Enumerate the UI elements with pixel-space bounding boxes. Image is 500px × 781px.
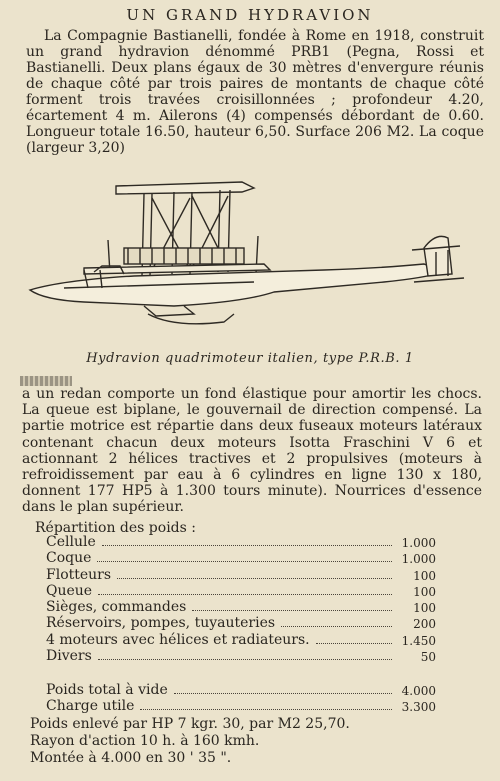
dot-leader [281,622,392,627]
dot-leader [140,705,392,710]
dot-leader [174,689,392,694]
dot-leader [98,655,392,660]
weights-header: Répartition des poids : [35,520,196,536]
weight-row [0,648,500,664]
weight-row [0,599,500,615]
weight-value: 100 [413,584,436,599]
body-paragraph: a un redan comporte un fond élastique pour amortir les chocs. La queue est biplane, le gouvernail de direction compensé. La partie motrice est répartie dans deux fuseaux moteurs latéraux contenant chacun deux moteurs Isotta Fraschini V 6 et actionnant 2 hélices tractives et 2 propulsives (moteurs à refroidissement par eau à 6 cylindres en ligne 130 x 180, donnent 177 HP5 à 1.300 tours minute). Nourrices d'essence dans le plan supérieur. [22,386,482,516]
weight-value: 50 [420,650,436,665]
weight-label: Poids total à vide [46,682,168,698]
seaplane-illustration [24,178,484,348]
weight-label: Charge utile [46,698,135,715]
footer-line-2: Rayon d'action 10 h. à 160 kmh. [30,733,260,749]
dot-leader [102,541,392,546]
weights-table [0,534,500,664]
weight-value: 100 [413,568,436,583]
dot-leader [117,574,392,579]
weight-label: 4 moteurs avec hélices et radiateurs. [46,631,310,648]
weight-value: 100 [413,601,436,616]
dot-leader [192,606,392,611]
total-row [0,698,500,714]
weight-row [0,615,500,631]
dot-leader [97,557,392,562]
article-title: UN GRAND HYDRAVION [126,6,374,24]
footer-line-3: Montée à 4.000 en 30 ' 35 ". [30,750,232,766]
weight-row [0,534,500,550]
weight-value: 1.000 [401,536,436,550]
weight-row [0,583,500,599]
weight-row [0,632,500,648]
weight-label: Queue [46,582,93,599]
weight-label: Flotteurs [46,566,112,583]
weight-label: Divers [46,648,92,665]
total-row [0,682,500,698]
weight-value: 1.450 [401,633,436,648]
weight-value: 1.000 [401,552,436,567]
weight-value: 3.300 [401,700,436,715]
weight-label: Réservoirs, pompes, tuyauteries [46,615,276,632]
intro-paragraph: La Compagnie Bastianelli, fondée à Rome en 1918, construit un grand hydravion dénommé PRB1 (Pegna, Rossi et Bastianelli. Deux plans égaux de 30 mètres d'envergure réunis de chaque côté par trois paires de montants de chaque côté forment trois travées croisillonnées ; profondeur 4.20, écartement 4 m. Ailerons (4) compensés débordant de 0.60. Longueur totale 16.50, hauteur 6,50. Surface 206 M2. La coque (largeur 3,20) [26,28,484,156]
weight-value: 4.000 [401,684,436,698]
weight-label: Coque [46,550,92,567]
dot-leader [98,590,392,595]
totals-table [0,682,500,715]
weight-row [0,567,500,583]
weight-row [0,550,500,566]
weight-label: Sièges, commandes [46,599,187,616]
dot-leader [316,639,392,644]
library-stamp [20,376,72,386]
weight-value: 200 [413,617,436,632]
footer-line-1: Poids enlevé par HP 7 kgr. 30, par M2 25,70. [30,716,350,732]
weight-label: Cellule [46,534,96,550]
figure-caption: Hydravion quadrimoteur italien, type P.R.B. 1 [86,351,414,366]
